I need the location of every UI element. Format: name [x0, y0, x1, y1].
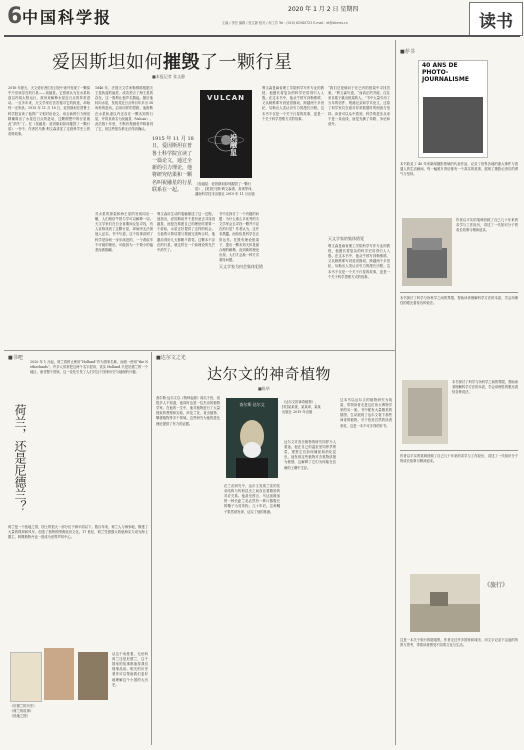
- sidebar-item-2-text: 作者以平实的笔调回顾了自己几十年来的求学与工作经历，讲述了一代知识分子的成长故事与精神追求。: [456, 218, 518, 233]
- article-column-7: “我们总是倾向于在已有的框架中寻找答案，”利文森写道，“而真正的突破，往往来自敢于跳出框架的人。”书中大量引用了当年的信件、观测记录和学术论文，还原了科学家们在面对异常数据时的困惑与坚持。读者可以从中看到，科学的进步从来不是一条直线，而是充满了弯路、争论和意外。: [328, 86, 390, 126]
- sidebar-separator-1: [400, 292, 518, 293]
- article-column-8: 利文森是麻省理工学院科学写作专业的教授，他擅长将复杂的科学史讲得引人入胜。在这本书中，他从牛顿写到勒维耶，又从勒维耶写到爱因斯坦，跨越两个多世纪，勾勒出人类认识引力的漫长历程。这本书不仅是一个关于行星的故事，更是一个关于科学思维方式的故事。: [328, 244, 390, 279]
- book-cover-item-2: [402, 218, 452, 286]
- darwin-book-cover: [226, 398, 278, 478]
- article3-column-3: 达尔文对食虫植物的研究同样令人着迷。他在自己的温室里饲养茅膏菜，观察它们如何捕捉和消化昆虫。他发现这些植物对含氮物质极为敏感，这解释了它们为何能在贫瘠的土壤中生存。: [284, 440, 336, 470]
- book-cover-vulcan: [200, 90, 252, 178]
- article2-caption: 《尼德兰的历史》 《荷兰的故事》 《低地之国》: [10, 704, 37, 718]
- article-column-5: 书中还探讨了一个有趣的问题：为什么那么多优秀的天文学家会去寻找一颗并不存在的行星？作者认为，这并非愚蠢，而恰恰是科学在正常运作。在既有理论框架下，提出一颗未知天体是最合理的解释。直到新的理论出现，人们才会换一种方式看待问题。: [219, 212, 259, 262]
- editor-info: 主编 / 李芸 编辑 / 张文静 校对 / 何工芳 Tel：(010) 62580723 E-mail：dl@stimes.cn: [222, 21, 348, 25]
- article3-column-1: 查尔斯·达尔文以《物种起源》闻名于世，但很多人不知道，他同时也是一位杰出的植物学家。在他的一生中，他对植物进行了大量细致的观察和实验，涉及兰花、食虫植物、攀援植物等多个领域。这些研究为他的进化理论提供了有力的证据。: [156, 396, 220, 426]
- page-number: 6: [7, 4, 23, 29]
- sidebar-item-3-text: 本书探讨了科学与伪科学之间的界限，帮助读者理解科学方法的本质，学会用理性的眼光看待各种说法。: [400, 296, 518, 306]
- sidebar-divider: [395, 40, 396, 745]
- article2-tag: ■书吧: [8, 355, 23, 361]
- subhead-2: 天文学家的集体错觉: [328, 236, 364, 241]
- sidebar-separator-2: [400, 450, 518, 451]
- cover2-art: [402, 218, 452, 286]
- article2-book-cover-3: [78, 652, 108, 700]
- cover-chinese-title: 祝融星: [230, 133, 237, 157]
- masthead-logo: 中国科学报: [22, 8, 113, 27]
- subhead-1: 天文学家为何会集体犯错: [219, 264, 263, 269]
- issue-date: 2020 年 1 月 2 日 星期四: [288, 6, 359, 13]
- article-column-4: 利文森用生动的笔触描述了这一过程。他指出，爱因斯坦并不是有意去寻找祝融星，而是在构建自己的理论时需要一个检验，水星正好提供了这样的机会。当他的计算结果与观测完美吻合时，他激动得好几天都睡不着觉。这颗本不存在的行星，就这样在一个新理论的光芒中消失了。: [157, 212, 215, 252]
- headline-bold: 摧毁: [163, 52, 200, 73]
- darwin-book-info: 《达尔文的神奇植物》，[英]某某著，某某译，某某出版社 2019 年出版: [282, 400, 321, 414]
- article-column-6: 利文森是麻省理工学院科学写作专业的教授，他擅长将复杂的科学史讲得引人入胜。在这本书中，他从牛顿写到勒维耶，又从勒维耶写到爱因斯坦，跨越两个多世纪，勾勒出人类认识引力的漫长历程。这本书不仅是一个关于行星的故事，更是一个关于科学思维方式的故事。: [262, 86, 324, 121]
- section-label: 读书: [469, 2, 523, 36]
- article3-column-2: 在兰花研究中，达尔文发现兰花的花朵结构与传粉昆虫之间存在着精妙的对应关系。他甚至预言，马达加斯加的一种长距兰花必然有一种口器极长的蛾子为其传粉。几十年后，这种蛾子果然被发现，证实了他的推测。: [224, 484, 280, 514]
- sidebar-tag: ■荐书: [400, 49, 415, 55]
- article3-tag: ■达尔文之光: [156, 355, 186, 361]
- article2-book-cover-1: [10, 652, 42, 702]
- article-byline: ■本报记者 张文静: [152, 74, 186, 79]
- cover1-photo: [423, 97, 483, 153]
- article-divider: [151, 352, 152, 745]
- darwin-cover-title: 查尔斯·达尔文: [239, 402, 265, 407]
- article-headline: [52, 48, 293, 74]
- cover1-title: 40 ANS DE PHOTO-JOURNALISME: [422, 62, 469, 83]
- cover3-art: [402, 380, 448, 444]
- darwin-portrait-art: [226, 398, 278, 478]
- article2-column-3: 从这个角度看，无论叫荷兰还是尼德兰，这个国家的故事都值得我们细细品读。相关的历史著作可以帮助我们更好地理解这个小国的大历史。: [112, 652, 148, 687]
- article-column-1: 2016 年夏天，天文爱好者们在讨论中意外发现了一颗似乎不应该存在的行星——祝融星。它曾被认为在水星轨道以内绕太阳运行，被用来解释水星近日点的异常进动。一百多年来，天文学家们苦苦搜寻它的踪迹，却始终一无所获。1915 年 11 月 18 日，爱因斯坦在普鲁士科学院宣读了他的广义相对论论文，用全新的引力理论精确算出了水星近日点的进动，这颗假想中的行星就此“消失”了。在《祝融星：爱因斯坦如何摧毁了一颗行星》一书中，作者托马斯·利文森讲述了这段科学史上的奇特故事。: [8, 86, 90, 136]
- article-column-3: 对水星的探索和海王星的发现同出一辙，人们相信牛顿力学可以解释一切。天文学家们在日全食期间反复寻找，有人宣称找到了这颗行星，却始终无法被他人证实。书中写道，这个故事说明了科学是如何一步步演进的，一个看似牢不可破的理论，可能因为一个微小的偏差而被推翻。: [95, 212, 153, 252]
- headline-post: 了一颗行星: [200, 52, 293, 73]
- cover-planet-art: [200, 90, 252, 178]
- cover-english-title: VULCAN: [207, 94, 245, 102]
- header-rule: [4, 35, 520, 37]
- headline-pre: 爱因斯坦如何: [52, 52, 163, 73]
- article2-book-cover-2: [44, 648, 74, 700]
- book-cover-item-3: [402, 380, 448, 444]
- sidebar-item-1-text: 本书收录了 40 年来新闻摄影领域的代表作品，记录了世界各地的重大事件与普通人的生活瞬间。每一幅照片背后都有一个真实的故事，展现了摄影记者们的勇气与坚持。: [400, 162, 518, 177]
- book-cover-travel: [410, 574, 480, 632]
- section-divider: [4, 350, 395, 351]
- sidebar-item-3-body: 作者以平实的笔调回顾了自己几十年来的求学与工作经历，讲述了一代知识分子的成长故事与精神追求。: [400, 454, 518, 464]
- article3-byline: ■陈华: [258, 386, 270, 391]
- article3-headline: 达尔文的神奇植物: [207, 365, 332, 383]
- article-column-2: 1846 年，法国天文学家勒维耶根据天王星轨道的偏差，成功预言了海王星的存在。这一胜利让他声名鹊起。随后他转向水星，发现其近日点每百年多出 38 角秒的进动。沿用同样的思路，他推断在水星轨道以内还存在一颗未知的行星，并将其命名为祝融星（Vulcan）。此后数十年里，不断有观测者声称看到了它，但这些报告都无法得到确认。: [95, 86, 153, 131]
- article2-vertical-title: 荷兰，还是尼德兰？: [13, 404, 27, 512]
- sidebar-item-4-title: 《旅行》: [484, 582, 509, 589]
- book-cover-photojournalism: [418, 60, 488, 158]
- article2-column-1: 2020 年 1 月起，荷兰将停止使用“Holland”作为国家名称，而统一使用“the Netherlands”。许多人常常把这两个名字混用，其实 Holland 只是尼德兰的一个地区，而非整个国家。这一变化引发了人们对这个国家历史与地理的兴趣。: [30, 360, 148, 375]
- pull-quote: 1915 年 11 月 18 日，爱因斯坦在普鲁士科学院宣读了一篇论文，通过全新的引力理论，他将研究结果和一颗名叫祝融星的行星联系在一起。: [152, 136, 194, 193]
- sidebar-item-4-text: 这是一本关于旅行的随笔集，作者走过许多国家和城市，用文字记录下沿途的风景与思考，带领读者感受不同的文化与生活。: [400, 638, 518, 648]
- article2-column-2: 荷兰是一个低地之国，国土的很大一部分位于海平面以下。数百年来，荷兰人与海争地，修建了大量的堤坝和风车，创造了独特的围海造田文化。17 世纪，荷兰凭借强大的航海实力成为海上霸主，阿姆斯特丹也一度成为世界贸易中心。: [8, 525, 148, 540]
- book-info-caption: 《祝融星：爱因斯坦如何摧毁了一颗行星》，[美]托马斯·利文森著，高爽等译，湖南科学技术出版社 2019 年 11 月出版: [195, 182, 255, 196]
- cover4-art: [410, 574, 480, 632]
- sidebar-item-3-more: 本书探讨了科学与伪科学之间的界限，帮助读者理解科学方法的本质，学会用理性的眼光看待各种说法。: [452, 380, 518, 395]
- article3-column-4: 这本书以达尔文的植物研究为线索，带领读者走进这位伟大博物学家的另一面。书中配有大量精美的插图，生动展现了达尔文笔下那些神奇的植物。对于热爱自然的读者来说，这是一本不可多得的好书。: [340, 398, 392, 428]
